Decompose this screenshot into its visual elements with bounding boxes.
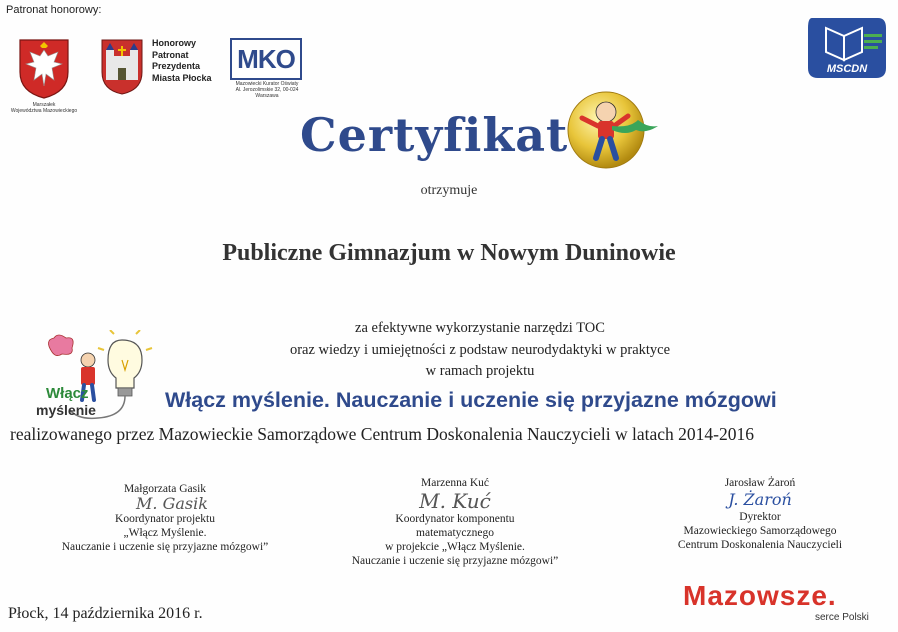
signer-role-line: „Włącz Myślenie.	[123, 527, 207, 539]
signer-role-line: Nauczanie i uczenie się przyjazne mózgowi”	[61, 541, 269, 553]
recipient-name: Publiczne Gimnazjum w Nowym Duninowie	[222, 240, 676, 266]
signer-role-line: matematycznego	[416, 527, 494, 539]
signature-mark: M. Kuć	[419, 489, 491, 513]
mscdn-logo-text: MSCDN	[826, 63, 868, 75]
mscdn-logo	[806, 14, 888, 82]
signer-role-line: Centrum Doskonalenia Nauczycieli	[677, 539, 843, 551]
issue-date: Płock, 14 października 2016 r.	[8, 605, 203, 622]
signature-block-2	[330, 476, 580, 568]
plock-patronat-line-1: Honorowy	[152, 38, 196, 48]
certificate-title: Certyfikat	[300, 108, 569, 162]
signer-role-line: Dyrektor	[739, 511, 781, 523]
signature-mark: M. Gasik	[136, 494, 208, 513]
signature-block-1	[40, 482, 290, 554]
mko-caption-2: Al. Jerozolimskie 32, 00-024 Warszawa	[235, 87, 299, 99]
plock-patronat-line-3: Prezydenta	[152, 61, 201, 71]
marszalek-caption-2: Województwa Mazowieckiego	[10, 108, 78, 114]
project-name: Włącz myślenie. Nauczanie i uczenie się przyjazne mózgowi	[165, 388, 777, 412]
realized-by-line: realizowanego przez Mazowieckie Samorządowe Centrum Doskonalenia Nauczycieli w latach 2014-2016	[10, 424, 754, 444]
plock-patronat-line-4: Miasta Płocka	[152, 72, 212, 83]
receives-label: otrzymuje	[420, 183, 478, 198]
boy-medal-icon	[566, 88, 662, 172]
mazovia-eagle-icon	[18, 38, 70, 100]
signer-role-line: w projekcie „Włącz Myślenie.	[385, 541, 525, 553]
signature-mark: J. Żaroń	[728, 490, 792, 509]
patronat-label: Patronat honorowy:	[6, 4, 102, 16]
mko-caption-1: Mazowiecki Kurator Oświaty	[235, 81, 299, 87]
signer-role-line: Mazowieckiego Samorządowego	[683, 525, 837, 537]
signer-role-line: Koordynator komponentu	[395, 513, 515, 525]
plock-patronat-line-2: Patronat	[152, 49, 189, 60]
signer-role-line: Nauczanie i uczenie się przyjazne mózgowi”	[351, 555, 559, 567]
mazowsze-brand-logo: Mazowsze.	[683, 580, 837, 611]
reason-line-2: oraz wiedzy i umiejętności z podstaw neurodydaktyki w praktyce	[289, 342, 671, 358]
signer-name: Jarosław Żaroń	[724, 477, 796, 489]
mko-logo-text: MKO	[237, 43, 295, 74]
mko-logo	[230, 38, 302, 80]
reason-line-3: w ramach projektu	[425, 363, 535, 379]
project-logo-line-2: myślenie	[36, 402, 96, 418]
reason-line-1: za efektywne wykorzystanie narzędzi TOC	[355, 320, 605, 336]
signature-block-3	[650, 476, 870, 552]
project-logo-line-1: Włącz	[46, 385, 89, 402]
signer-role-line: Koordynator projektu	[115, 513, 215, 525]
signer-name: Małgorzata Gasik	[123, 483, 207, 495]
brand-tagline: serce Polski	[815, 612, 869, 623]
marszalek-caption-1: Marszałek	[32, 102, 56, 108]
signer-name: Marzenna Kuć	[420, 477, 489, 489]
plock-coat-of-arms-icon	[100, 38, 144, 96]
